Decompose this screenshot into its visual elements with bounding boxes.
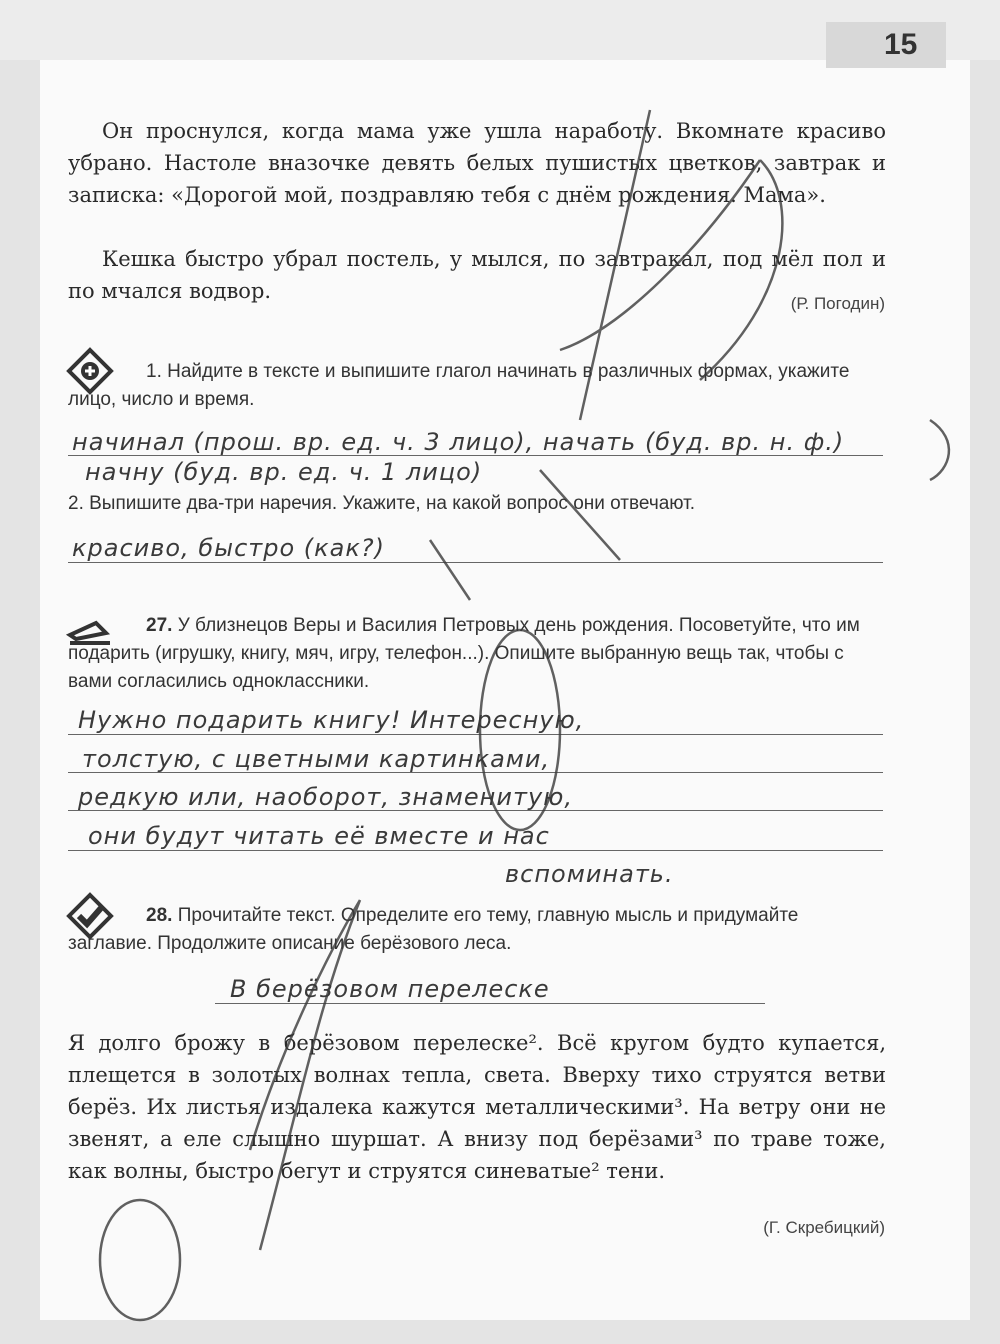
reading-paragraph-1: Он проснулся, когда мама уже ушла наработу. Вкомнате красиво убрано. Настоле вназочке девять белых пушистых цветков, завтрак и записка: «Дорогой мой, поздравляю тебя с днём рождения. Мама». [68,119,886,207]
page-number: 15 [826,22,946,68]
source-pogodin: (Р. Погодин) [790,294,885,313]
task-27-number: 27. [146,615,173,636]
task-2-answer: красиво, быстро (как?) [72,534,385,562]
task-27-text [68,612,886,696]
task-27-instructions: У близнецов Веры и Василия Петровых день рождения. Посоветуйте, что им подарить (игрушку, книгу, мяч, игру, телефон...). Опишите выбранную вещь так, чтобы с вами согласились одноклассники. [68,615,860,692]
task-28-title-answer: В берёзовом перелеске [230,975,550,1003]
answer-line [68,850,883,851]
task-27-answer-line: толстую, с цветными картинками, [82,745,551,773]
answer-line [215,1003,765,1004]
task-1-answer-line-2: начну (буд. вр. ед. ч. 1 лицо) [85,458,483,486]
task-28-number: 28. [146,905,173,926]
task-28-text [68,902,886,958]
reading-text-birch: Я долго брожу в берёзовом перелеске². Всё кругом будто купается, плещется в золотых волнах тепла, света. Вверху тихо струятся ветви берёз. Их листья издалека кажутся металлическими³. На ветру они не звенят, а еле слышно шуршат. А внизу под берёзами³ по траве тоже, как волны, быстро бегут и струятся синеватые² тени. [68,1031,886,1183]
answer-line [68,455,883,456]
answer-line [68,772,883,773]
task-28-instructions: Прочитайте текст. Определите его тему, главную мысль и придумайте заглавие. Продолжите описание берёзового леса. [68,905,799,954]
task-1-answer-line-1: начинал (прош. вр. ед. ч. 3 лицо), начать (буд. вр. н. ф.) [72,428,845,456]
answer-line [68,734,883,735]
answer-line [68,810,883,811]
task-27-answer-line: вспоминать. [505,860,674,888]
reading-paragraph-2: Кешка быстро убрал постель, у мылся, по завтракал, под мёл пол и по мчался водвор. [68,247,886,303]
task-27-answer-line: они будут читать её вместе и нас [88,822,550,850]
task-1-text: 1. Найдите в тексте и выпишите глагол начинать в различных формах, укажите лицо, число и время. [68,361,850,410]
answer-line [68,562,883,563]
task-27-answer-line: Нужно подарить книгу! Интересную, [78,706,585,734]
source-skrebitsky: (Г. Скребицкий) [763,1218,885,1237]
task-27-answer-line: редкую или, наоборот, знаменитую, [78,783,573,811]
task-2-text: 2. Выпишите два-три наречия. Укажите, на какой вопрос они отвечают. [68,493,695,514]
